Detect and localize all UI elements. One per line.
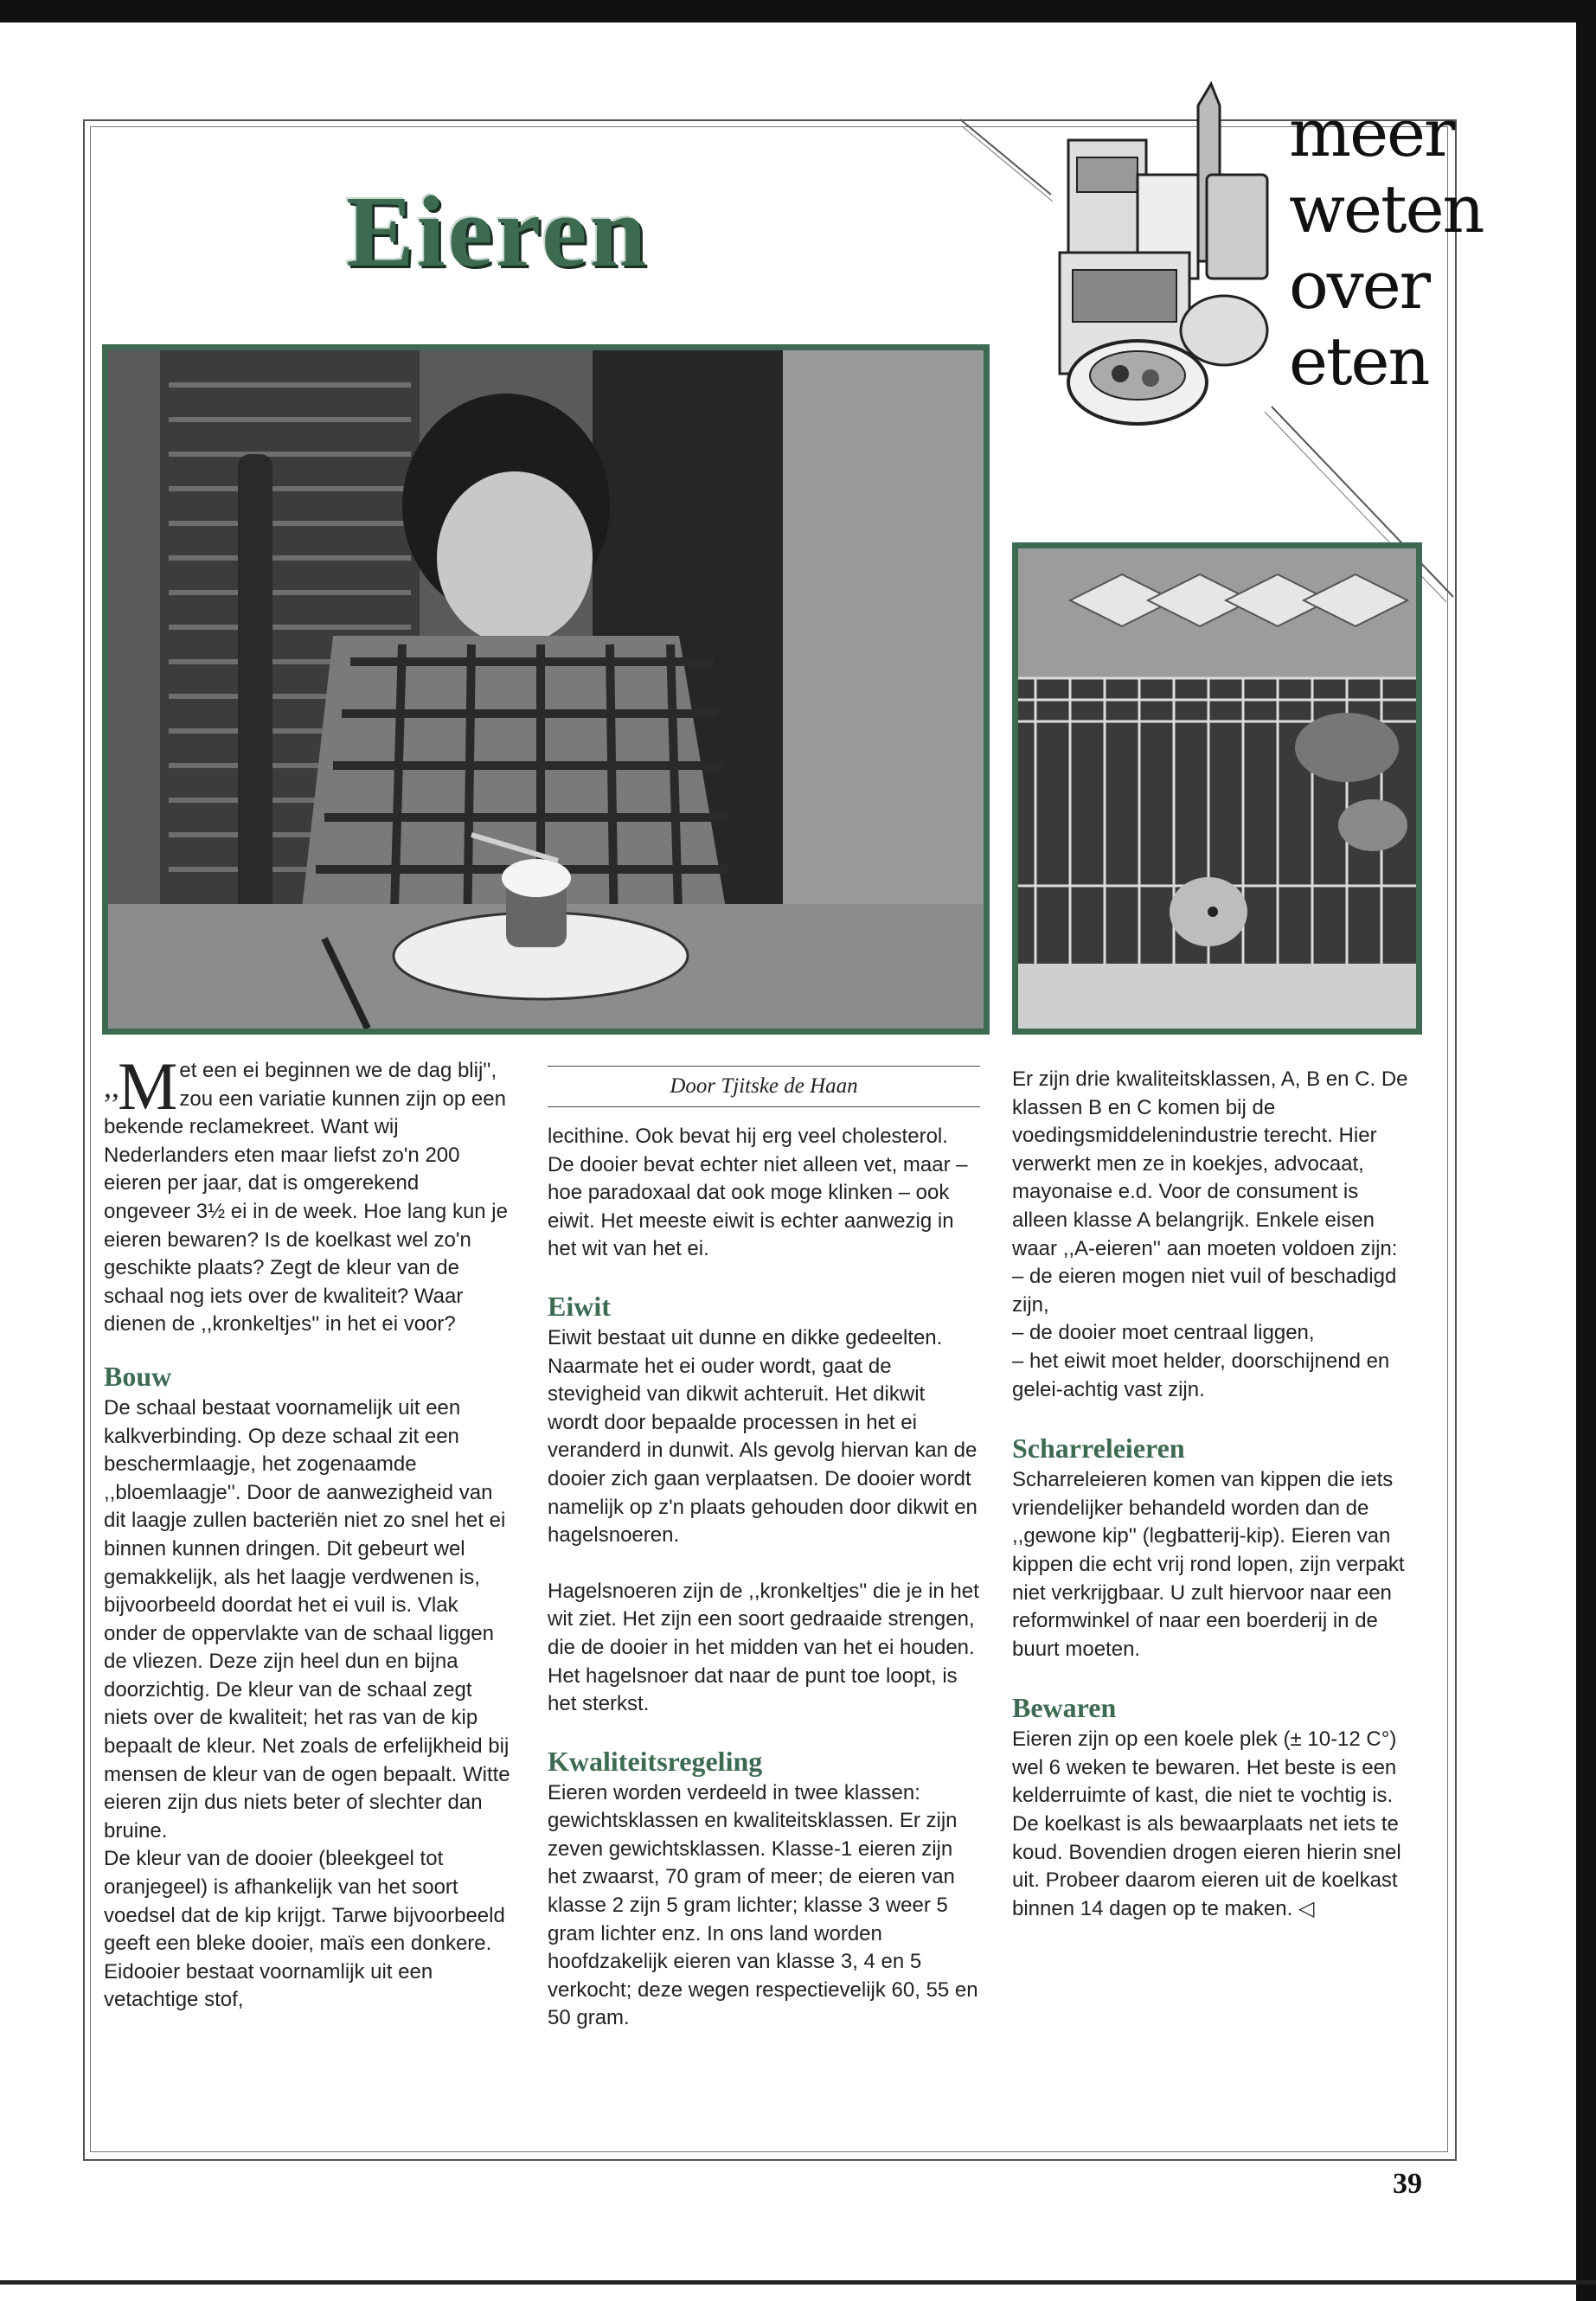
kwaliteit-list-item-3: – het eiwit moet helder, doorschijnend en gelei-achtig vast zijn. [1012,1349,1390,1401]
series-word-1: meer [1289,94,1454,171]
intro-paragraph [104,1048,510,1339]
bouw-paragraph-2: De kleur van de dooier (bleekgeel tot oranjegeel) is afhankelijk van het soort voedsel dat de kip krijgt. Tarwe bijvoorbeeld geeft een bleke dooier, maïs een donkere. Eidooier bestaat voornamlijk uit een vetachtige stof, [104,1847,505,2012]
page-title: Eieren [346,175,650,288]
scharrel-paragraph-1: Scharreleieren komen van kippen die iets vriendelijker behandeld worden dan de ,,gewone kip'' (legbatterij-kip). Eieren van kippen die echt vrij rond lopen, zijn verpakt niet verkrijgbaar. U zult hiervoor naar een reformwinkel of naar een boerderij in de buurt moeten. [1012,1468,1405,1661]
heading-eiwit: Eiwit [548,1290,611,1322]
intro-text: et een ei beginnen we de dag blij'', zou een variatie kunnen zijn op een bekende reclamekreet. Want wij Nederlanders eten maar liefst zo'n 200 eieren per jaar, dat is omgerekend ongeveer 3½ ei in de week. Hoe lang kun je eieren bewaren? Is de koelkast wel zo'n geschikte plaats? Zegt de kleur van de schaal nog iets over de kwaliteit? Waar dienen de ,,kronkeltjes'' in het ei voor? [104,1059,508,1336]
author-byline: Door Tjitske de Haan [548,1066,980,1107]
heading-bouw: Bouw [104,1360,172,1392]
kwaliteit-list-item-2: – de dooier moet centraal liggen, [1012,1321,1315,1345]
bouw-paragraph-3: lecithine. Ook bevat hij erg veel cholesterol. De dooier bevat echter niet alleen vet, maar – hoe paradoxaal dat ook moge klinken – ook eiwit. Het meeste eiwit is echter aanwezig in het wit van het ei. [548,1125,968,1261]
eiwit-paragraph-2: Hagelsnoeren zijn de ,,kronkeltjes'' die je in het wit ziet. Het zijn een soort gedraaide strengen, die de dooier in het midden van het ei houden. Het hagelsnoer dat naar de punt toe loopt, is het sterkst. [548,1579,979,1716]
heading-kwaliteitsregeling: Kwaliteitsregeling [548,1745,763,1777]
heading-scharreleieren: Scharreleieren [1012,1433,1185,1465]
eiwit-paragraph-1: Eiwit bestaat uit dunne en dikke gedeelten. Naarmate het ei ouder wordt, gaat de stevigheid van dikwit achteruit. Het dikwit wordt door bepaalde processen in het ei veranderd in dunwit. Als gevolg hiervan kan de dooier zich gaan verplaatsen. De dooier wordt namelijk op z'n plaats gehouden door dikwit en hagelsnoeren. [548,1325,977,1548]
bewaren-text: Eieren zijn op een koele plek (± 10-12 C°) wel 6 weken te bewaren. Het beste is een kelderruimte of kast, die niet te vochtig is. De koelkast is als bewaarplaats net iets te koud. Bovendien drogen eieren hierin snel uit. Probeer daarom eieren uit de koelkast binnen 14 dagen op te maken. [1012,1727,1401,1920]
text-column-1 [104,1048,510,2015]
series-word-2: weten [1289,170,1484,247]
end-mark-icon: ◁ [1298,1896,1315,1920]
top-border-bar [0,0,1596,22]
child-egg-photo-icon [108,350,984,1029]
bottom-border-line [0,2280,1596,2285]
text-column-3 [1012,1066,1419,1923]
right-border-bar [1576,0,1596,2301]
series-word-4: eten [1289,323,1429,400]
bouw-paragraph-1: De schaal bestaat voornamelijk uit een kalkverbinding. Op deze schaal zit een beschermlaagje, het zogenaamde ,,bloemlaagje''. Door de aanwezigheid van dit laagje zullen bacteriën niet zo snel het ei binnen kunnen dringen. Dit gebeurt wel gemakkelijk, als het laagje verdwenen is, bijvoorbeeld doordat het ei vuil is. Vlak onder de oppervlakte van de schaal liggen de vliezen. Deze zijn heel dun en bijna doorzichtig. De kleur van de schaal zegt niets over de kwaliteit; het ras van de kip bepaalt de kleur. Net zoals de erfelijkheid bij mensen de kleur van de ogen bepaalt. Witte eieren zijn dus niets beter of slechter dan bruine. [104,1395,510,1843]
groceries-illustration-icon [1051,80,1280,443]
page-number: 39 [1393,2168,1422,2200]
dropcap-letter: M [118,1048,178,1124]
kwaliteit-paragraph-2: Er zijn drie kwaliteitsklassen, A, B en C. De klassen B en C komen bij de voedingsmiddelenindustrie terecht. Hier verwerkt men ze in koekjes, advocaat, mayonaise e.d. Voor de consument is alleen klasse A belangrijk. Enkele eisen waar ,,A-eieren'' aan moeten voldoen zijn: [1012,1067,1408,1260]
kwaliteit-list-item-1: – de eieren mogen niet vuil of beschadigd zijn, [1012,1265,1397,1317]
battery-cage-photo-icon [1018,548,1416,1029]
series-word-3: over [1289,247,1429,324]
opening-quote: ,, [104,1069,119,1104]
dropcap [104,1048,178,1124]
bewaren-paragraph-1 [1012,1726,1419,1923]
kwaliteit-paragraph-1: Eieren worden verdeeld in twee klassen: gewichtsklassen en kwaliteitsklassen. Er zijn zeven gewichtsklassen. Klasse-1 eieren zijn het zwaarst, 70 gram of meer; de eieren van klasse 2 zijn 5 gram lichter; klasse 3 weer 5 gram lichter enz. In ons land worden hoofdzakelijk eieren van klasse 3, 4 en 5 verkocht; deze wegen respectievelijk 60, 55 en 50 gram. [548,1780,978,2030]
text-column-2 [548,1066,980,2033]
photo-battery-hens [1012,542,1422,1035]
photo-child-eating-egg [102,344,990,1035]
heading-bewaren: Bewaren [1012,1692,1117,1724]
series-logo-text [1289,95,1497,400]
